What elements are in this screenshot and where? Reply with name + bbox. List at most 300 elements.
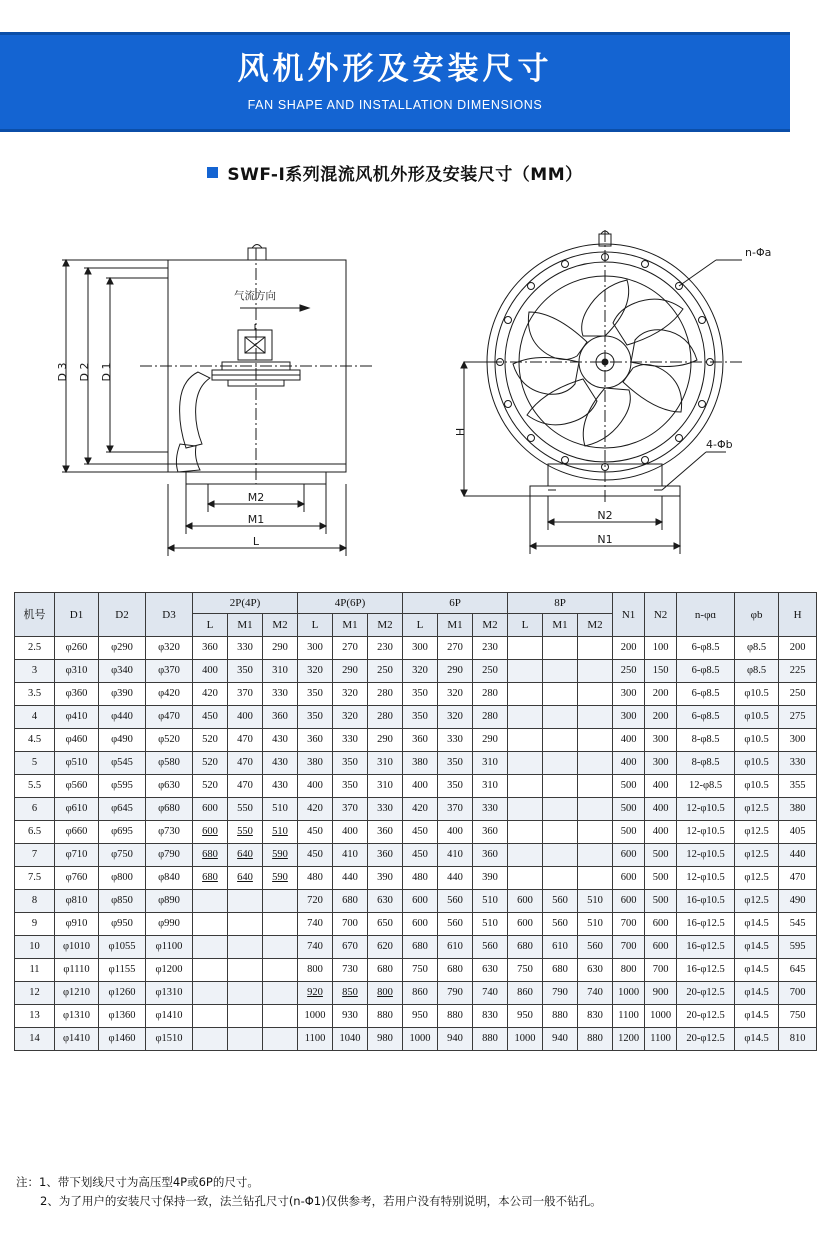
label-m1: M1 <box>247 513 265 526</box>
cell-h: 225 <box>779 660 817 683</box>
cell-p6-l: 600 <box>403 913 438 936</box>
cell-p8-l <box>508 660 543 683</box>
cell-p8-m2 <box>578 660 613 683</box>
cell-p8-m1: 880 <box>543 1005 578 1028</box>
cell-n-phi-a: 16-φ12.5 <box>677 936 735 959</box>
cell-p8-l <box>508 729 543 752</box>
cell-h: 380 <box>779 798 817 821</box>
cell-p4-m1: 270 <box>333 637 368 660</box>
cell-p2-m1: 550 <box>228 821 263 844</box>
cell-p2-m1 <box>228 890 263 913</box>
cell-p2-l: 600 <box>193 821 228 844</box>
cell-h: 440 <box>779 844 817 867</box>
cell-p8-m1: 680 <box>543 959 578 982</box>
th-group-2p: 2P(4P) <box>193 593 298 614</box>
cell-p6-l: 420 <box>403 798 438 821</box>
cell-n1: 500 <box>613 821 645 844</box>
th-sub-l: L <box>193 614 228 637</box>
cell-p2-m1: 400 <box>228 706 263 729</box>
cell-p6-m2: 230 <box>473 637 508 660</box>
cell-p8-m1 <box>543 775 578 798</box>
cell-model: 3 <box>15 660 55 683</box>
cell-n1: 1000 <box>613 982 645 1005</box>
cell-p6-l: 860 <box>403 982 438 1005</box>
th-sub-l: L <box>508 614 543 637</box>
cell-d1: φ1210 <box>55 982 99 1005</box>
th-sub-m1: M1 <box>228 614 263 637</box>
cell-d3: φ520 <box>146 729 193 752</box>
cell-p4-l: 380 <box>298 752 333 775</box>
cell-p6-m1: 270 <box>438 637 473 660</box>
cell-d2: φ390 <box>99 683 146 706</box>
cell-model: 10 <box>15 936 55 959</box>
cell-d3: φ1410 <box>146 1005 193 1028</box>
cell-p2-l <box>193 1028 228 1051</box>
cell-n1: 700 <box>613 936 645 959</box>
cell-p4-l: 360 <box>298 729 333 752</box>
cell-phi-b: φ14.5 <box>735 982 779 1005</box>
cell-p2-m2: 430 <box>263 729 298 752</box>
cell-p6-m1: 410 <box>438 844 473 867</box>
cell-p2-l: 520 <box>193 775 228 798</box>
cell-p8-m2 <box>578 752 613 775</box>
cell-phi-b: φ12.5 <box>735 798 779 821</box>
cell-p8-m2 <box>578 683 613 706</box>
cell-d2: φ545 <box>99 752 146 775</box>
cell-p8-l <box>508 706 543 729</box>
cell-p4-l: 800 <box>298 959 333 982</box>
cell-p4-m2: 310 <box>368 775 403 798</box>
cell-p4-m2: 230 <box>368 637 403 660</box>
cell-p8-m1 <box>543 867 578 890</box>
cell-model: 9 <box>15 913 55 936</box>
cell-p8-m2 <box>578 821 613 844</box>
label-n2: N2 <box>597 509 613 522</box>
cell-d1: φ310 <box>55 660 99 683</box>
label-d2: D 2 <box>78 362 91 382</box>
cell-n1: 300 <box>613 683 645 706</box>
cell-model: 12 <box>15 982 55 1005</box>
cell-n1: 600 <box>613 890 645 913</box>
cell-p4-m1: 290 <box>333 660 368 683</box>
cell-d2: φ1055 <box>99 936 146 959</box>
th-group-6p: 6P <box>403 593 508 614</box>
cell-p8-m2: 830 <box>578 1005 613 1028</box>
cell-p2-m2: 590 <box>263 844 298 867</box>
cell-p4-m1: 440 <box>333 867 368 890</box>
cell-p6-m2: 310 <box>473 775 508 798</box>
cell-d3: φ1510 <box>146 1028 193 1051</box>
cell-n-phi-a: 16-φ12.5 <box>677 959 735 982</box>
cell-n-phi-a: 16-φ12.5 <box>677 913 735 936</box>
cell-p6-m2: 280 <box>473 683 508 706</box>
cell-p6-m1: 330 <box>438 729 473 752</box>
th-sub-m2: M2 <box>368 614 403 637</box>
note-line-1: 注：1、带下划线尺寸为高压型4P或6P的尺寸。 <box>16 1175 259 1189</box>
cell-p4-m1: 370 <box>333 798 368 821</box>
cell-d3: φ420 <box>146 683 193 706</box>
cell-d2: φ290 <box>99 637 146 660</box>
cell-n2: 100 <box>645 637 677 660</box>
th-sub-m1: M1 <box>438 614 473 637</box>
label-m2: M2 <box>247 491 265 504</box>
cell-p2-m2: 330 <box>263 683 298 706</box>
cell-p4-m1: 320 <box>333 683 368 706</box>
cell-p6-m1: 370 <box>438 798 473 821</box>
cell-h: 700 <box>779 982 817 1005</box>
cell-d2: φ1260 <box>99 982 146 1005</box>
cell-p6-m1: 880 <box>438 1005 473 1028</box>
cell-n1: 600 <box>613 867 645 890</box>
cell-model: 11 <box>15 959 55 982</box>
cell-p2-m2 <box>263 913 298 936</box>
spec-table <box>14 592 817 1051</box>
cell-p8-m2 <box>578 637 613 660</box>
page-banner <box>0 32 790 132</box>
banner-title-en: FAN SHAPE AND INSTALLATION DIMENSIONS <box>247 98 543 112</box>
cell-n1: 400 <box>613 729 645 752</box>
cell-p8-l: 950 <box>508 1005 543 1028</box>
cell-p4-m2: 980 <box>368 1028 403 1051</box>
cell-n2: 200 <box>645 706 677 729</box>
table-row <box>15 752 817 775</box>
cell-p6-l: 360 <box>403 729 438 752</box>
cell-p4-l: 920 <box>298 982 333 1005</box>
cell-p8-m2 <box>578 706 613 729</box>
cell-d1: φ510 <box>55 752 99 775</box>
cell-p2-m1 <box>228 1005 263 1028</box>
cell-model: 8 <box>15 890 55 913</box>
cell-p4-m1: 1040 <box>333 1028 368 1051</box>
cell-p6-m2: 630 <box>473 959 508 982</box>
cell-p2-m1 <box>228 936 263 959</box>
bullet-square-icon <box>207 167 218 178</box>
cell-p4-m2: 360 <box>368 821 403 844</box>
table-row <box>15 890 817 913</box>
cell-d2: φ850 <box>99 890 146 913</box>
table-row <box>15 798 817 821</box>
cell-p4-m1: 680 <box>333 890 368 913</box>
cell-model: 6.5 <box>15 821 55 844</box>
cell-h: 355 <box>779 775 817 798</box>
cell-p6-m2: 560 <box>473 936 508 959</box>
cell-d1: φ760 <box>55 867 99 890</box>
cell-p4-m2: 630 <box>368 890 403 913</box>
th-sub-m2: M2 <box>263 614 298 637</box>
cell-p8-m2: 740 <box>578 982 613 1005</box>
cell-model: 5 <box>15 752 55 775</box>
cell-p2-l: 520 <box>193 752 228 775</box>
cell-model: 5.5 <box>15 775 55 798</box>
cell-p8-l <box>508 867 543 890</box>
label-n-phi-a: n-Φa <box>745 246 772 259</box>
cell-n2: 600 <box>645 936 677 959</box>
cell-p8-l <box>508 844 543 867</box>
th-sub-m2: M2 <box>473 614 508 637</box>
cell-h: 645 <box>779 959 817 982</box>
cell-p6-l: 600 <box>403 890 438 913</box>
cell-n2: 500 <box>645 844 677 867</box>
cell-p4-l: 720 <box>298 890 333 913</box>
cell-d2: φ1155 <box>99 959 146 982</box>
cell-p6-l: 950 <box>403 1005 438 1028</box>
cell-d1: φ1310 <box>55 1005 99 1028</box>
label-airflow: 气流方向 <box>234 290 276 302</box>
th-group-4p: 4P(6P) <box>298 593 403 614</box>
table-row <box>15 982 817 1005</box>
cell-d1: φ1110 <box>55 959 99 982</box>
cell-h: 545 <box>779 913 817 936</box>
cell-d2: φ340 <box>99 660 146 683</box>
cell-p6-m2: 330 <box>473 798 508 821</box>
cell-p4-l: 350 <box>298 706 333 729</box>
cell-p6-m2: 390 <box>473 867 508 890</box>
table-row <box>15 775 817 798</box>
label-n1: N1 <box>597 533 613 546</box>
cell-model: 7.5 <box>15 867 55 890</box>
cell-d1: φ1410 <box>55 1028 99 1051</box>
cell-p6-m2: 880 <box>473 1028 508 1051</box>
cell-n-phi-a: 12-φ10.5 <box>677 867 735 890</box>
cell-p4-l: 420 <box>298 798 333 821</box>
table-row <box>15 729 817 752</box>
th-model: 机号 <box>15 593 55 637</box>
cell-d1: φ360 <box>55 683 99 706</box>
cell-p8-m1: 560 <box>543 890 578 913</box>
cell-n1: 500 <box>613 775 645 798</box>
cell-d1: φ660 <box>55 821 99 844</box>
cell-n2: 400 <box>645 775 677 798</box>
cell-p2-m1 <box>228 1028 263 1051</box>
cell-p4-m2: 880 <box>368 1005 403 1028</box>
cell-phi-b: φ10.5 <box>735 775 779 798</box>
cell-n-phi-a: 6-φ8.5 <box>677 660 735 683</box>
cell-p4-m2: 390 <box>368 867 403 890</box>
cell-p6-m1: 560 <box>438 890 473 913</box>
cell-p8-m2: 510 <box>578 890 613 913</box>
cell-p8-m1 <box>543 729 578 752</box>
cell-p2-l <box>193 936 228 959</box>
cell-p6-l: 350 <box>403 706 438 729</box>
cell-n-phi-a: 6-φ8.5 <box>677 706 735 729</box>
cell-p6-l: 1000 <box>403 1028 438 1051</box>
cell-p8-l <box>508 683 543 706</box>
cell-d1: φ460 <box>55 729 99 752</box>
cell-p2-m2 <box>263 1028 298 1051</box>
cell-h: 750 <box>779 1005 817 1028</box>
cell-p2-l <box>193 913 228 936</box>
cell-n1: 1100 <box>613 1005 645 1028</box>
cell-phi-b: φ10.5 <box>735 752 779 775</box>
cell-p6-m2: 830 <box>473 1005 508 1028</box>
cell-p4-m1: 850 <box>333 982 368 1005</box>
cell-p4-m2: 800 <box>368 982 403 1005</box>
cell-p2-l: 420 <box>193 683 228 706</box>
cell-n-phi-a: 20-φ12.5 <box>677 982 735 1005</box>
cell-p8-m1 <box>543 844 578 867</box>
table-row <box>15 936 817 959</box>
th-n1: N1 <box>613 593 645 637</box>
cell-p4-m2: 650 <box>368 913 403 936</box>
cell-p2-l <box>193 959 228 982</box>
cell-p8-m2 <box>578 867 613 890</box>
cell-p2-m2: 510 <box>263 798 298 821</box>
cell-n-phi-a: 12-φ10.5 <box>677 798 735 821</box>
cell-d3: φ890 <box>146 890 193 913</box>
cell-p2-m1: 470 <box>228 729 263 752</box>
cell-p6-m1: 320 <box>438 706 473 729</box>
cell-model: 2.5 <box>15 637 55 660</box>
cell-n1: 400 <box>613 752 645 775</box>
cell-p8-l <box>508 775 543 798</box>
cell-p4-m1: 400 <box>333 821 368 844</box>
table-row <box>15 959 817 982</box>
cell-p4-m2: 360 <box>368 844 403 867</box>
cell-n-phi-a: 16-φ10.5 <box>677 890 735 913</box>
cell-phi-b: φ8.5 <box>735 637 779 660</box>
cell-p2-m2: 430 <box>263 775 298 798</box>
cell-n1: 300 <box>613 706 645 729</box>
cell-h: 490 <box>779 890 817 913</box>
th-sub-l: L <box>298 614 333 637</box>
cell-n2: 1100 <box>645 1028 677 1051</box>
cell-p8-m1 <box>543 752 578 775</box>
cell-phi-b: φ10.5 <box>735 729 779 752</box>
cell-p6-m2: 310 <box>473 752 508 775</box>
cell-d1: φ610 <box>55 798 99 821</box>
cell-p4-l: 450 <box>298 821 333 844</box>
table-row <box>15 1005 817 1028</box>
cell-n1: 1200 <box>613 1028 645 1051</box>
cell-p8-m1 <box>543 637 578 660</box>
cell-n1: 250 <box>613 660 645 683</box>
cell-p2-m2: 510 <box>263 821 298 844</box>
th-sub-m2: M2 <box>578 614 613 637</box>
cell-n2: 400 <box>645 798 677 821</box>
cell-model: 14 <box>15 1028 55 1051</box>
cell-p8-m2: 880 <box>578 1028 613 1051</box>
cell-p8-l: 600 <box>508 913 543 936</box>
cell-p8-m2 <box>578 775 613 798</box>
cell-p2-l: 360 <box>193 637 228 660</box>
table-row <box>15 821 817 844</box>
cell-p4-l: 300 <box>298 637 333 660</box>
label-d1: D 1 <box>100 362 113 382</box>
cell-p2-m2: 590 <box>263 867 298 890</box>
cell-p2-m2: 430 <box>263 752 298 775</box>
cell-d1: φ710 <box>55 844 99 867</box>
cell-p6-m1: 790 <box>438 982 473 1005</box>
cell-p2-m1 <box>228 913 263 936</box>
cell-phi-b: φ14.5 <box>735 913 779 936</box>
th-group-8p: 8P <box>508 593 613 614</box>
th-sub-l: L <box>403 614 438 637</box>
cell-d2: φ490 <box>99 729 146 752</box>
cell-p6-m1: 350 <box>438 775 473 798</box>
note-line-2: 2、为了用户的安装尺寸保持一致，法兰钻孔尺寸(n-Φ1)仅供参考，若用户没有特别说明，本公司一般不钻孔。 <box>40 1194 602 1208</box>
cell-phi-b: φ14.5 <box>735 959 779 982</box>
cell-p6-m1: 400 <box>438 821 473 844</box>
label-h: H <box>454 427 467 437</box>
cell-p4-m2: 250 <box>368 660 403 683</box>
cell-d3: φ840 <box>146 867 193 890</box>
cell-h: 200 <box>779 637 817 660</box>
th-phi-b: φb <box>735 593 779 637</box>
cell-model: 13 <box>15 1005 55 1028</box>
cell-n-phi-a: 12-φ10.5 <box>677 844 735 867</box>
cell-model: 3.5 <box>15 683 55 706</box>
cell-p8-m2 <box>578 844 613 867</box>
cell-h: 275 <box>779 706 817 729</box>
cell-p2-m1: 330 <box>228 637 263 660</box>
cell-n-phi-a: 20-φ12.5 <box>677 1028 735 1051</box>
cell-p8-l: 600 <box>508 890 543 913</box>
table-row <box>15 913 817 936</box>
label-d3: D 3 <box>56 362 69 382</box>
cell-p2-m2 <box>263 1005 298 1028</box>
cell-p2-m1: 370 <box>228 683 263 706</box>
cell-p2-m1 <box>228 959 263 982</box>
cell-p6-m1: 290 <box>438 660 473 683</box>
cell-p8-m2: 510 <box>578 913 613 936</box>
cell-p4-m1: 930 <box>333 1005 368 1028</box>
cell-p6-m1: 680 <box>438 959 473 982</box>
cell-phi-b: φ12.5 <box>735 821 779 844</box>
cell-d3: φ370 <box>146 660 193 683</box>
section-title <box>0 160 790 192</box>
cell-n2: 500 <box>645 867 677 890</box>
cell-p2-m2 <box>263 936 298 959</box>
notes-block <box>16 1173 776 1211</box>
cell-d3: φ1100 <box>146 936 193 959</box>
cell-p2-l: 680 <box>193 844 228 867</box>
cell-p6-m2: 360 <box>473 844 508 867</box>
cell-h: 595 <box>779 936 817 959</box>
cell-p4-m2: 290 <box>368 729 403 752</box>
cell-p4-m1: 700 <box>333 913 368 936</box>
cell-n2: 300 <box>645 752 677 775</box>
cell-p6-l: 320 <box>403 660 438 683</box>
table-row <box>15 706 817 729</box>
cell-d2: φ950 <box>99 913 146 936</box>
cell-d2: φ695 <box>99 821 146 844</box>
cell-p2-m2 <box>263 890 298 913</box>
cell-p4-m1: 330 <box>333 729 368 752</box>
cell-d2: φ440 <box>99 706 146 729</box>
cell-p8-m1 <box>543 660 578 683</box>
cell-phi-b: φ8.5 <box>735 660 779 683</box>
cell-p2-m1: 550 <box>228 798 263 821</box>
table-row <box>15 660 817 683</box>
cell-p6-l: 450 <box>403 844 438 867</box>
cell-d1: φ910 <box>55 913 99 936</box>
cell-n2: 200 <box>645 683 677 706</box>
cell-model: 6 <box>15 798 55 821</box>
cell-d1: φ810 <box>55 890 99 913</box>
cell-d1: φ410 <box>55 706 99 729</box>
cell-d1: φ560 <box>55 775 99 798</box>
technical-drawing <box>0 212 790 584</box>
cell-h: 250 <box>779 683 817 706</box>
section-title-text: SWF-I系列混流风机外形及安装尺寸（MM） <box>227 165 583 185</box>
cell-d3: φ680 <box>146 798 193 821</box>
cell-n2: 300 <box>645 729 677 752</box>
cell-h: 300 <box>779 729 817 752</box>
cell-p8-l: 750 <box>508 959 543 982</box>
table-row <box>15 683 817 706</box>
cell-d3: φ730 <box>146 821 193 844</box>
cell-n1: 200 <box>613 637 645 660</box>
